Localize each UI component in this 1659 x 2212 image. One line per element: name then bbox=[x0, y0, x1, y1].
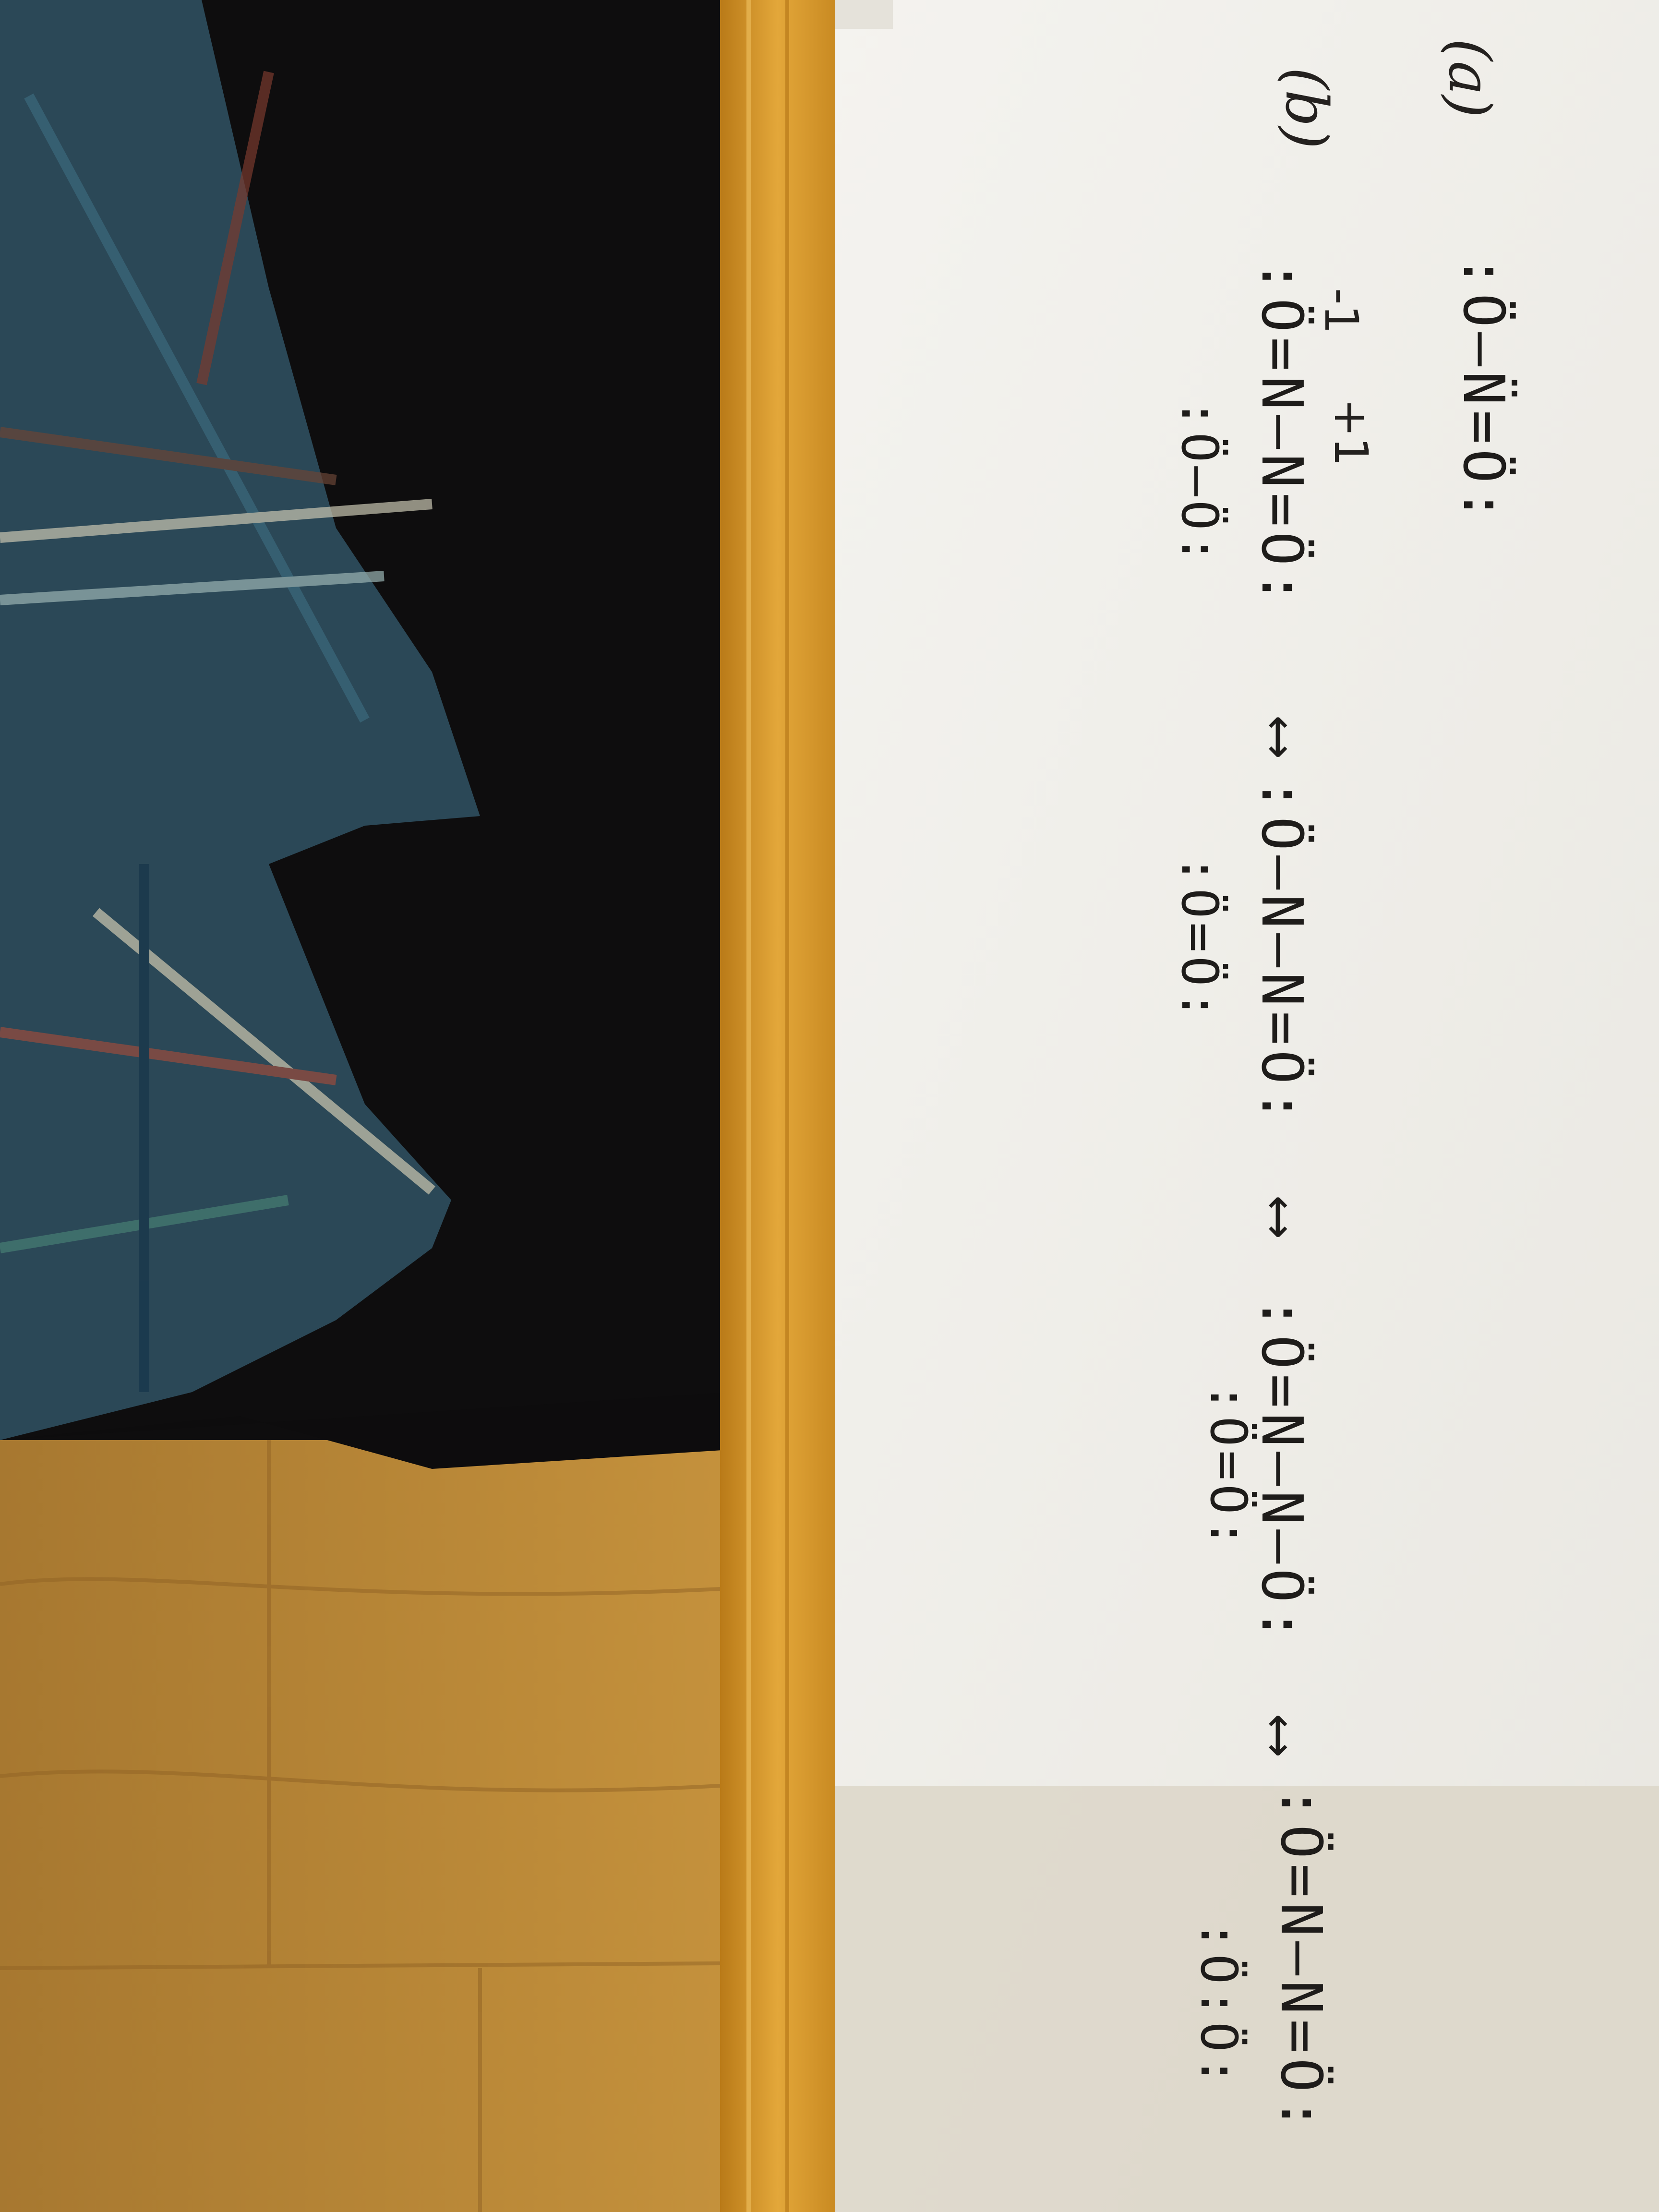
resonance-arrow-3: ⟷ bbox=[1249, 1719, 1315, 1758]
resonance-structure-3: :Ö=N–N–Ö: bbox=[1249, 1296, 1315, 1647]
part-a-structure: :Ö–N̈=Ö: bbox=[1451, 254, 1517, 527]
table-edge bbox=[720, 0, 835, 2212]
part-a-label: (a) bbox=[1436, 38, 1503, 118]
part-a-charge-minus: -1 bbox=[1314, 288, 1368, 334]
resonance-arrow-2: ⟷ bbox=[1249, 1200, 1315, 1239]
part-a-charge-plus: +1 bbox=[1324, 398, 1378, 467]
resonance-structure-2-substituent: :Ö=Ö: bbox=[1170, 854, 1229, 1024]
resonance-structure-2: :Ö–N–N=Ö: bbox=[1249, 778, 1315, 1128]
resonance-structure-4: :Ö=N–N=Ö: bbox=[1268, 1786, 1334, 2136]
resonance-arrow-1: ⟷ bbox=[1249, 720, 1315, 759]
resonance-structure-1: :Ö=N–N=Ö: bbox=[1249, 259, 1315, 610]
resonance-structure-4-substituent: :Ö:Ö: bbox=[1190, 1920, 1248, 2090]
part-b-label: (b) bbox=[1273, 67, 1339, 149]
paper-tape bbox=[835, 0, 893, 29]
resonance-structure-3-substituent: :Ö=Ö: bbox=[1199, 1382, 1258, 1552]
wood-floor bbox=[0, 1440, 720, 2212]
resonance-structure-1-substituent: :Ö–Ö: bbox=[1170, 398, 1229, 568]
